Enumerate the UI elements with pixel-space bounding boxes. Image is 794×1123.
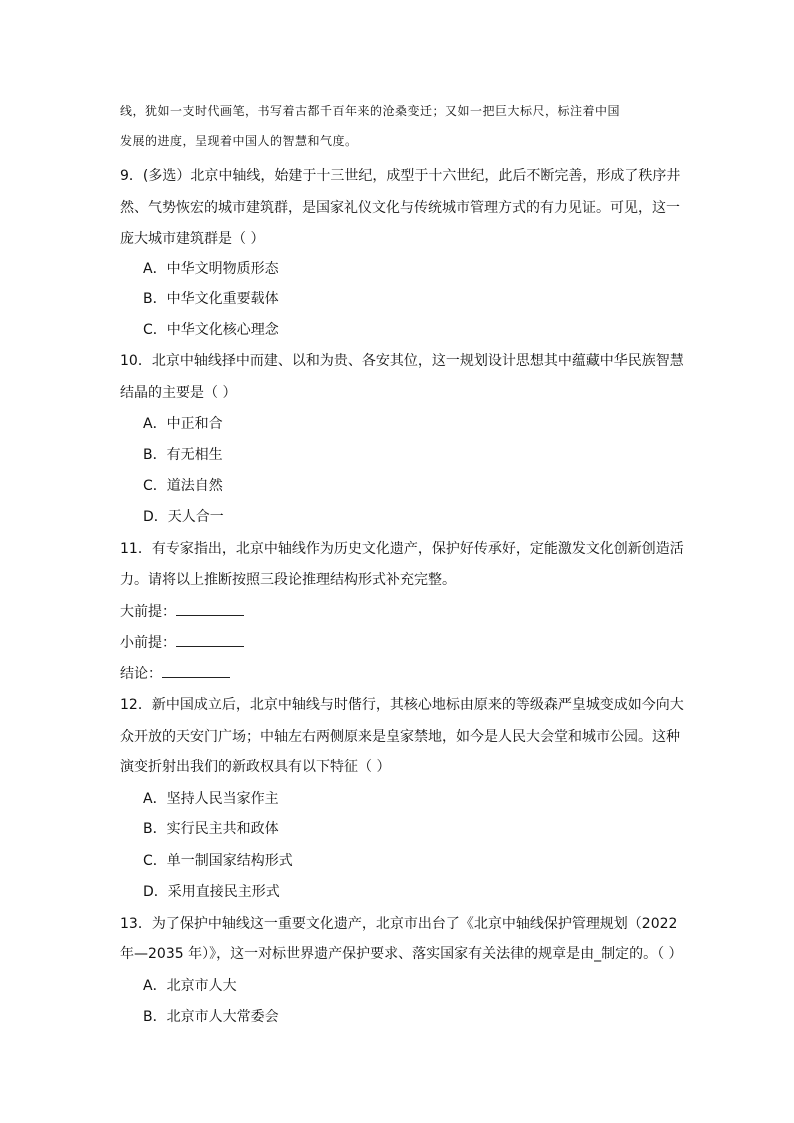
question-12-option-d: D．采用直接民主形式 [143, 884, 280, 900]
question-12-text: 众开放的天安门广场；中轴左右两侧原来是皇家禁地，如今是人民大会堂和城市公园。这种 [120, 729, 680, 745]
question-12-option-c: C．单一制国家结构形式 [143, 853, 293, 869]
minor-premise-blank[interactable] [176, 632, 244, 647]
question-11-text: 力。请将以上推断按照三段论推理结构形式补充完整。 [120, 572, 456, 588]
question-10-text: 结晶的主要是（ ） [120, 385, 237, 401]
question-12-option-b: B．实行民主共和政体 [143, 821, 279, 837]
question-13-option-b: B．北京市人大常委会 [143, 1009, 279, 1025]
question-11-text: 11．有专家指出，北京中轴线作为历史文化遗产，保护好传承好，定能激发文化创新创造活 [120, 541, 684, 557]
question-9-option-b: B．中华文化重要载体 [143, 291, 279, 307]
question-13-text: 年—2035 年）》，这一对标世界遗产保护要求、落实国家有关法律的规章是由_制定的。（ ） [120, 946, 683, 962]
question-9-option-a: A．中华文明物质形态 [143, 261, 279, 277]
minor-premise-label: 小前提： [120, 635, 176, 651]
question-13-text: 13．为了保护中轴线这一重要文化遗产，北京市出台了《北京中轴线保护管理规划（2022 [120, 916, 678, 932]
question-10-option-d: D．天人合一 [143, 509, 224, 525]
question-11-major-premise [120, 601, 244, 622]
question-10-option-a: A．中正和合 [143, 416, 223, 432]
conclusion-label: 结论： [120, 666, 162, 682]
intro-line: 线，犹如一支时代画笔，书写着古都千百年来的沧桑变迁；又如一把巨大标尺，标注着中国 [120, 104, 621, 118]
question-12-text: 演变折射出我们的新政权具有以下特征（ ） [120, 759, 391, 775]
question-9-text: 然、气势恢宏的城市建筑群，是国家礼仪文化与传统城市管理方式的有力见证。可见，这一 [120, 200, 680, 216]
question-9-text: 9．(多选）北京中轴线，始建于十三世纪，成型于十六世纪，此后不断完善，形成了秩序井 [120, 168, 681, 184]
major-premise-blank[interactable] [176, 601, 244, 616]
intro-line: 发展的进度，呈现着中国人的智慧和气度。 [120, 134, 358, 148]
conclusion-blank[interactable] [162, 663, 230, 678]
question-12-option-a: A．坚持人民当家作主 [143, 791, 279, 807]
question-9-option-c: C．中华文化核心理念 [143, 322, 279, 338]
question-10-option-b: B．有无相生 [143, 447, 223, 463]
question-11-conclusion [120, 663, 230, 684]
question-11-minor-premise [120, 632, 244, 653]
question-13-option-a: A．北京市人大 [143, 978, 237, 994]
major-premise-label: 大前提： [120, 604, 176, 620]
question-10-text: 10．北京中轴线择中而建、以和为贵、各安其位，这一规划设计思想其中蕴藏中华民族智慧 [120, 353, 684, 369]
question-12-text: 12．新中国成立后，北京中轴线与时偕行，其核心地标由原来的等级森严皇城变成如今向大 [120, 697, 684, 713]
question-10-option-c: C．道法自然 [143, 478, 223, 494]
question-9-text: 庞大城市建筑群是（ ） [120, 231, 265, 247]
